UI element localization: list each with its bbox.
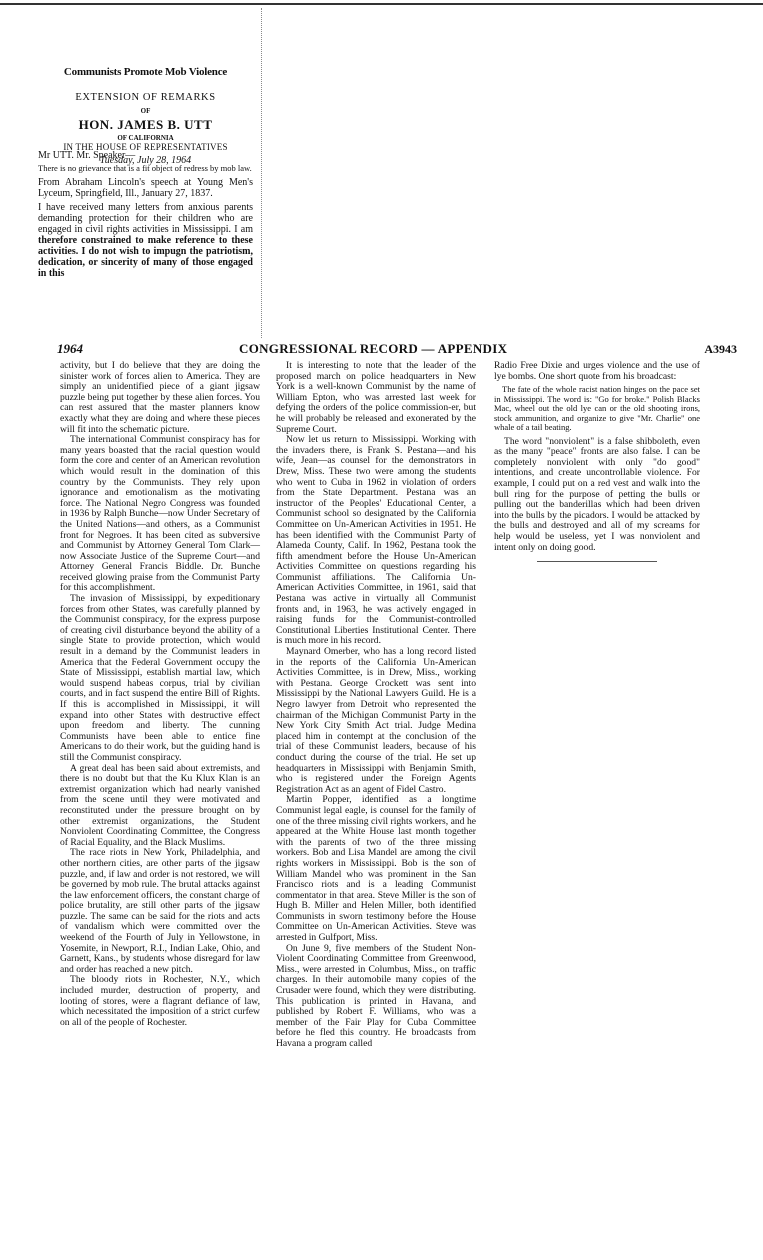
page-number: A3943 [704, 342, 737, 356]
top-border-rule [0, 3, 763, 8]
page-title: CONGRESSIONAL RECORD — APPENDIX [239, 341, 508, 356]
paragraph: It is interesting to note that the leader of the proposed march on police headquarters in New York is a well-known Communist by the name of William Epton, who was arrested last week for defying the orders of the police commission-er, but he will probably be released and exonerated by the Supreme Court. [276, 360, 476, 435]
paragraph: activity, but I do believe that they are doing the sinister work of forces alien to America. They are simply an unidentified piece of a giant jigsaw puzzle being put together by these alien forces. You can rest assured that the master planners know exactly what they are doing and where these pieces will fit into the schematic picture. [60, 360, 260, 435]
end-rule [537, 561, 657, 562]
paragraph: On June 9, five members of the Student Non-Violent Coordinating Committee from Greenwood, Miss., were arrested in Columbus, Miss., on traffic charges. In their automobile many copies of the Crusader were found, which they were distributing. This publication is printed in Havana, and published by Robert F. Williams, who was a member of the Fair Play for Cuba Committee before he fled this country. He broadcasts from Havana a program called [276, 942, 476, 1049]
paragraph: A great deal has been said about extremists, and there is no doubt but that the Ku Klux Klan is an extremist organization which had nearly vanished from the scene until they were motivated and reconstituted under the pressure brought on by other extremist organizations, the Student Nonviolent Coordinating Committee, the Congress of Racial Equality, and the Black Muslims. [60, 762, 260, 848]
paragraph: The race riots in New York, Philadelphia, and other northern cities, are other parts of the jigsaw puzzle, and, if law and order is not restored, we will be governed by mob rule. The brutal attacks against the law enforcement officers, the constant charge of police brutality, are still other parts of the jigsaw puzzle. The same can be said for the riots and acts of vandalism which were committed over the weekend of the Fourth of July in Yellowstone, in Yosemite, in Newport, R.I., Indian Lake, Ohio, and Garnett, Kans., by students whose disregard for law and order has reached a new pitch. [60, 847, 260, 975]
session-date: Tuesday, July 28, 1964 [99, 155, 192, 166]
paragraph: The bloody riots in Rochester, N.Y., which included murder, destruction of property, and looting of stores, were a flagrant defiance of law, which necessitated the imposition of a strict curfew on all of the people of Rochester. [60, 974, 260, 1028]
member-name: HON. JAMES B. UTT [78, 117, 213, 132]
prelude-text [38, 150, 253, 282]
page-year: 1964 [57, 341, 83, 356]
column-divider [261, 8, 262, 338]
paragraph: The word "nonviolent" is a false shibboleth, even as the many "peace" fronts are also false. I can be completely nonviolent with only "do good" intentions, and create uncontrollable violence. For example, I could put on a red vest and walk into the bull ring for the purpose of petting the bulls or pulling out the banderillas which had been driven into the bulls by the picadors. I would be attacked by the bulls and destroyed and all of my screams for help would be useless, yet I was nonviolent and intent only on doing good. [494, 435, 700, 553]
column-2 [276, 361, 476, 1050]
paragraph: Now let us return to Mississippi. Working with the invaders there, is Frank S. Pestana—and his wife, Jean—as counsel for the demonstrators in Drew, Miss. These two were among the students who went to Cuba in 1962 in violation of orders from the State Department. Pestana was an instructor of the Peoples' Educational Center, a Communist school so designated by the California Committee on Un-American Activities in 1951. He has been identified with the Communist Party of Alameda County, Calif. In 1962, Pestana took the fifth amendment before the House Un-American Activities Committee on questions regarding his Communist affiliations. The California Un-American Activities Committee, in 1961, said that Pestana was active in virtually all Communist fronts and, in 1963, he was actively engaged in raising funds for the Communist-controlled Constitutional Liberties Institutional Center. There is much more in his record. [276, 434, 476, 647]
paragraph: The invasion of Mississippi, by expeditionary forces from other States, was carefully planned by the Communist conspiracy, for the express purpose of creating civil disturbance beyond the ability of a single State to provide protection, which would result in a demand by the Communist leaders in America that the Federal Government occupy the State of Mississippi, establish martial law, which would suspend habeas corpus, trial by civilian courts, and in fact suspend the entire Bill of Rights. If this is accomplished in Mississippi, it will expand into other States with destructive effect upon freedom and liberty. The cunning Communists have been able to entice fine Americans to do their work, but the guiding hand is still the Communist conspiracy. [60, 593, 260, 763]
quote-source: From Abraham Lincoln's speech at Young Men's Lyceum, Springfield, Ill., January 27, 1837. [38, 176, 253, 199]
paragraph: Martin Popper, identified as a longtime Communist legal eagle, is counsel for the family of one of the three missing civil rights workers, and he appeared at the White House last month together with the parents of two of the three missing workers. Bob and Lisa Mandel are among the civil rights workers in Mississippi. Bob is the son of William Mandel who was prominent in the San Francisco riots and is a leading Communist commentator in that area. Steve Miller is the son of Hugh B. Miller and Helen Miller, both identified Communists in sworn testimony before the House Committee on Un-American Activities. Steve was arrested in Gulfport, Miss. [276, 794, 476, 944]
page-header [57, 341, 737, 359]
house-label: IN THE HOUSE OF REPRESENTATIVES [63, 142, 228, 152]
intro-paragraph [38, 202, 253, 279]
broadcast-quote: The fate of the whole racist nation hinges on the pace set in Mississippi. The word is: "Go for broke." Polish Blacks Mac, wheel out the old lye can or the old shooting irons, stock ammunition, and organize to give "Mr. Charlie" one whale of a tail beating. [494, 384, 700, 433]
paragraph: Radio Free Dixie and urges violence and the use of lye bombs. One short quote from his broadcast: [494, 360, 700, 382]
article-title: Communists Promote Mob Violence [63, 66, 228, 78]
of-label: OF [140, 107, 151, 115]
intro-bold: therefore constrained to make reference to these activities. I do not wish to impugn the patriotism, dedication, or sincerity of many of those engaged in this [38, 234, 253, 279]
member-state: OF CALIFORNIA [117, 134, 174, 142]
extension-label: EXTENSION OF REMARKS [75, 92, 216, 103]
speaker-line: Mr UTT. Mr. Speaker— [38, 150, 136, 161]
intro-plain: I have received many letters from anxious parents demanding protection for their children who are engaged in civil rights activities in Mississippi. I am [38, 201, 253, 235]
column-1 [60, 361, 260, 1028]
column-3 [494, 361, 700, 562]
lincoln-quote: There is no grievance that is a fit object of redress by mob law. [38, 163, 252, 173]
paragraph: The international Communist conspiracy has for many years boasted that the racial question would form the core and center of an American revolution which would result in the domination of this country by the Communists. They rely upon ignorance and emotionalism as the motivating force. The National Negro Congress was founded in 1936 by Ralph Bunche—now Under Secretary of the United Nations—and others, as a Communist front for Negroes. It has been cited as subversive and Communist by Attorney General Tom Clark—now Associate Justice of the Supreme Court—and Attorney General Francis Biddle. Dr. Bunche received glowing praise from the Communist Party for this accomplishment. [60, 434, 260, 594]
paragraph: Maynard Omerber, who has a long record listed in the reports of the California Un-American Activities Committee, is in Drew, Miss., working with Pestana. George Crockett was sent into Mississippi by the National Lawyers Guild. He is a Negro lawyer from Detroit who represented the chairman of the Michigan Communist Party in the New York City Smith Act trial. Judge Medina placed him in contempt at the conclusion of the trial of these Communist leaders, because of his conduct during the course of the trial. He set up headquarters in Mississippi with Benjamin Smith, who is registered under the Foreign Agents Registration Act as an agent of Fidel Castro. [276, 646, 476, 795]
